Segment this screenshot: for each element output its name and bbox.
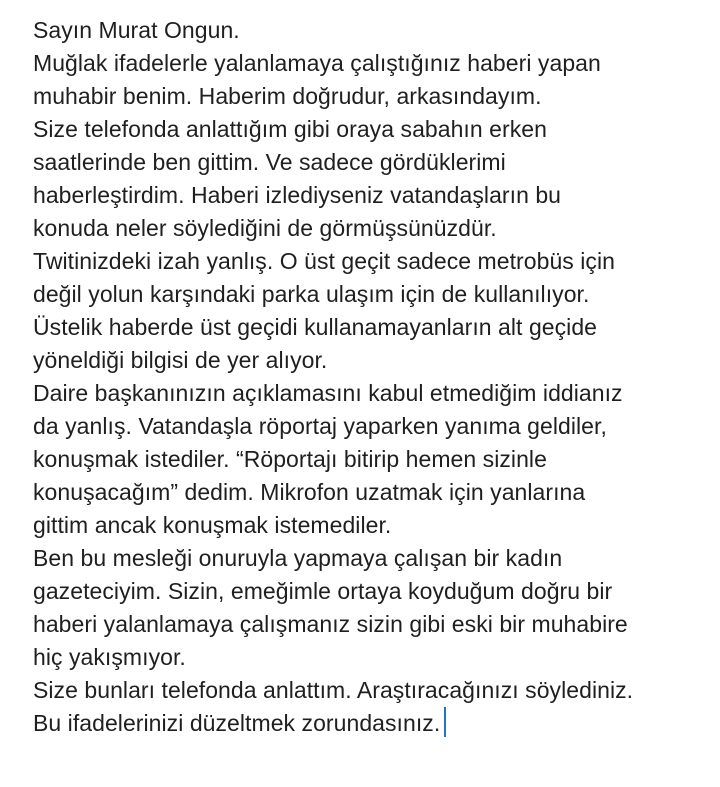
text-line: konuşmak istediler. “Röportajı bitirip hemen sizinle — [33, 446, 547, 472]
text-line: gittim ancak konuşmak istemediler. — [33, 512, 392, 538]
text-line: konuşacağım” dedim. Mikrofon uzatmak için yanlarına — [33, 479, 586, 505]
text-line: değil yolun karşındaki parka ulaşım için de kullanılıyor. — [33, 281, 590, 307]
text-line: Sayın Murat Ongun. — [33, 17, 240, 43]
text-line: gazeteciyim. Sizin, emeğimle ortaya koyduğum doğru bir — [33, 578, 613, 604]
text-line-last — [33, 707, 713, 740]
text-line: yöneldiği bilgisi de yer alıyor. — [33, 347, 328, 373]
text-line: Size telefonda anlattığım gibi oraya sabahın erken — [33, 116, 547, 142]
text-line: Daire başkanınızın açıklamasını kabul etmediğim iddianız — [33, 380, 623, 406]
text-line: haberi yalanlamaya çalışmanız sizin gibi eski bir muhabire — [33, 611, 628, 637]
text-line-content: Bu ifadelerinizi düzeltmek zorundasınız. — [33, 710, 441, 736]
text-editor[interactable] — [33, 14, 713, 740]
text-line: muhabir benim. Haberim doğrudur, arkasındayım. — [33, 83, 542, 109]
text-caret — [444, 707, 446, 737]
text-line: hiç yakışmıyor. — [33, 644, 186, 670]
text-line: Twitinizdeki izah yanlış. O üst geçit sadece metrobüs için — [33, 248, 615, 274]
text-line: haberleştirdim. Haberi izlediyseniz vatandaşların bu — [33, 182, 562, 208]
text-line: konuda neler söylediğini de görmüşsünüzdür. — [33, 215, 497, 241]
text-line: da yanlış. Vatandaşla röportaj yaparken yanıma geldiler, — [33, 413, 607, 439]
text-line: Ben bu mesleği onuruyla yapmaya çalışan bir kadın — [33, 545, 563, 571]
text-line: saatlerinde ben gittim. Ve sadece gördüklerimi — [33, 149, 506, 175]
text-line: Üstelik haberde üst geçidi kullanamayanların alt geçide — [33, 314, 598, 340]
text-line: Size bunları telefonda anlattım. Araştıracağınızı söylediniz. — [33, 677, 634, 703]
text-line: Muğlak ifadelerle yalanlamaya çalıştığınız haberi yapan — [33, 50, 601, 76]
